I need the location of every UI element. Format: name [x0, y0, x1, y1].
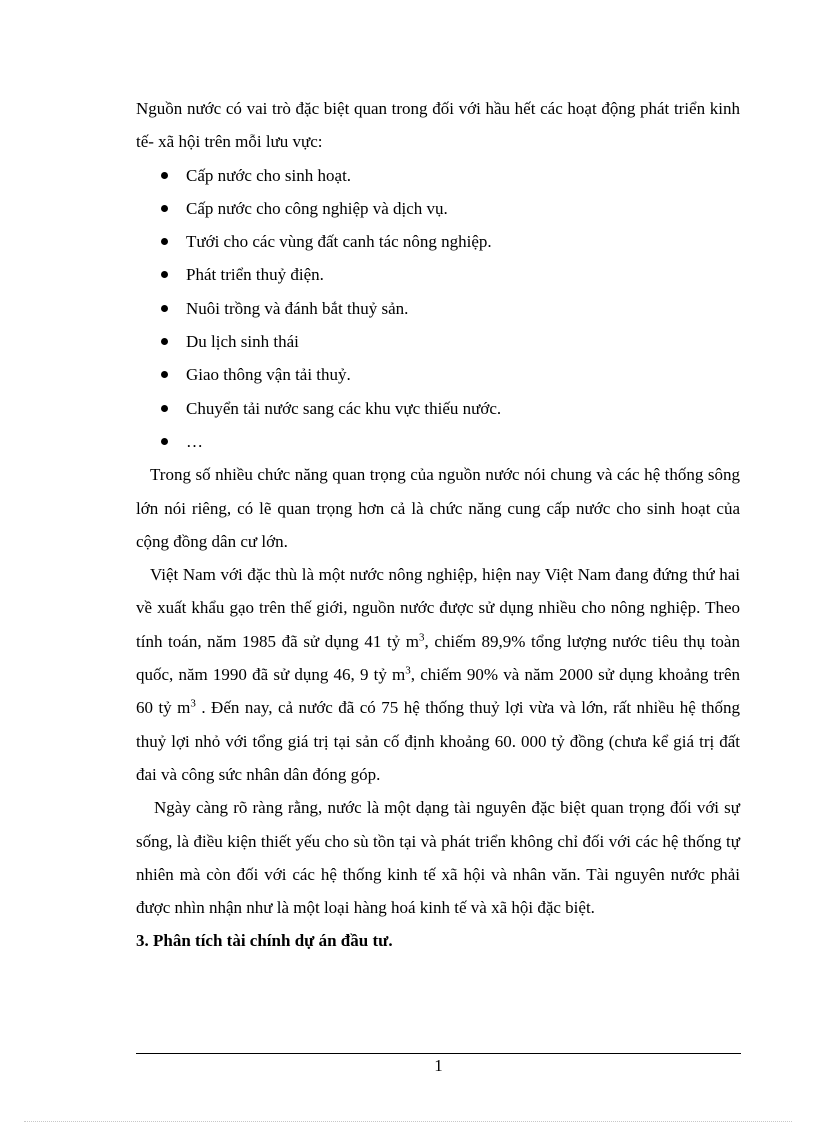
paragraph-water-functions: Trong số nhiều chức năng quan trọng của nguồn nước nói chung và các hệ thống sông lớn nói riêng, có lẽ quan trọng hơn cả là chức năng cung cấp nước cho sinh hoạt của cộng đồng dân cư lớn.	[136, 465, 740, 551]
document-body	[136, 92, 740, 958]
superscript: 3	[190, 697, 196, 710]
intro-paragraph: Nguồn nước có vai trò đặc biệt quan trong đối với hầu hết các hoạt động phát triển kinh tế- xã hội trên mỗi lưu vực:	[136, 99, 740, 152]
list-item	[136, 225, 740, 258]
bullet-icon	[161, 271, 168, 278]
bullet-icon	[161, 172, 168, 179]
list-item-text: Du lịch sinh thái	[186, 332, 299, 352]
list-item	[136, 358, 740, 391]
list-item	[136, 325, 740, 358]
section-heading: 3. Phân tích tài chính dự án đầu tư.	[136, 931, 393, 951]
list-item-text: Nuôi trồng và đánh bắt thuỷ sản.	[186, 298, 409, 318]
text-run: . Đến nay, cả nước đã có 75 hệ thống thuỷ lợi vừa và lớn, rất nhiều hệ thống thuỷ lợi nhỏ với tổng giá trị tại sản cố định khoảng 60. 000 tỷ đồng (chưa kể giá trị đất đai và công sức nhân dân đóng góp.	[136, 698, 740, 784]
text-run: , chiếm 90% và năm 2000 sử dụng khoảng trên 60 tỷ m	[136, 665, 740, 718]
paragraph-vietnam-agriculture	[136, 558, 740, 791]
list-item-text: Chuyển tải nước sang các khu vực thiếu nước.	[186, 398, 502, 418]
list-item-text: Phát triển thuỷ điện.	[186, 265, 324, 285]
superscript: 3	[419, 631, 425, 644]
bullet-icon	[161, 438, 168, 445]
superscript: 3	[405, 664, 411, 677]
list-item	[136, 292, 740, 325]
list-item	[136, 392, 740, 425]
list-item-text: Cấp nước cho công nghiệp và dịch vụ.	[186, 198, 448, 218]
text-run: Việt Nam với đặc thù là một nước nông nghiệp, hiện nay Việt Nam đang đứng thứ hai về xuất khẩu gạo trên thế giới, nguồn nước được sử dụng nhiều cho nông nghiệp. Theo tính toán, năm 1985 đã sử dụng 41 tỷ m	[136, 565, 740, 651]
list-item-text: Cấp nước cho sinh hoạt.	[186, 165, 352, 185]
page-number: 1	[434, 1056, 443, 1075]
paragraph-water-resource: Ngày càng rõ ràng rằng, nước là một dạng tài nguyên đặc biệt quan trọng đối với sự sống, là điều kiện thiết yếu cho sù tồn tại và phát triển không chỉ đối với các hệ thống tự nhiên mà còn đối với các hệ thống kinh tế xã hội và nhân văn. Tài nguyên nước phải được nhìn nhận như là một loại hàng hoá kinh tế và xã hội đặc biệt.	[136, 798, 740, 918]
page-edge-divider	[24, 1121, 792, 1122]
bullet-icon	[161, 238, 168, 245]
bullet-icon	[161, 371, 168, 378]
list-item-text: Tưới cho các vùng đất canh tác nông nghiệp.	[186, 232, 492, 252]
bullet-icon	[161, 405, 168, 412]
list-item-text: Giao thông vận tải thuỷ.	[186, 365, 351, 385]
list-item	[136, 192, 740, 225]
list-item	[136, 159, 740, 192]
list-item	[136, 258, 740, 291]
list-item-text: …	[186, 431, 203, 451]
list-item	[136, 425, 740, 458]
bullet-icon	[161, 205, 168, 212]
footer-divider	[136, 1053, 741, 1054]
bullet-icon	[161, 305, 168, 312]
bullet-icon	[161, 338, 168, 345]
text-run: , chiếm 89,9% tổng lượng nước tiêu thụ toàn quốc, năm 1990 đã sử dụng 46, 9 tỷ m	[136, 631, 740, 685]
bullet-list	[136, 159, 740, 459]
